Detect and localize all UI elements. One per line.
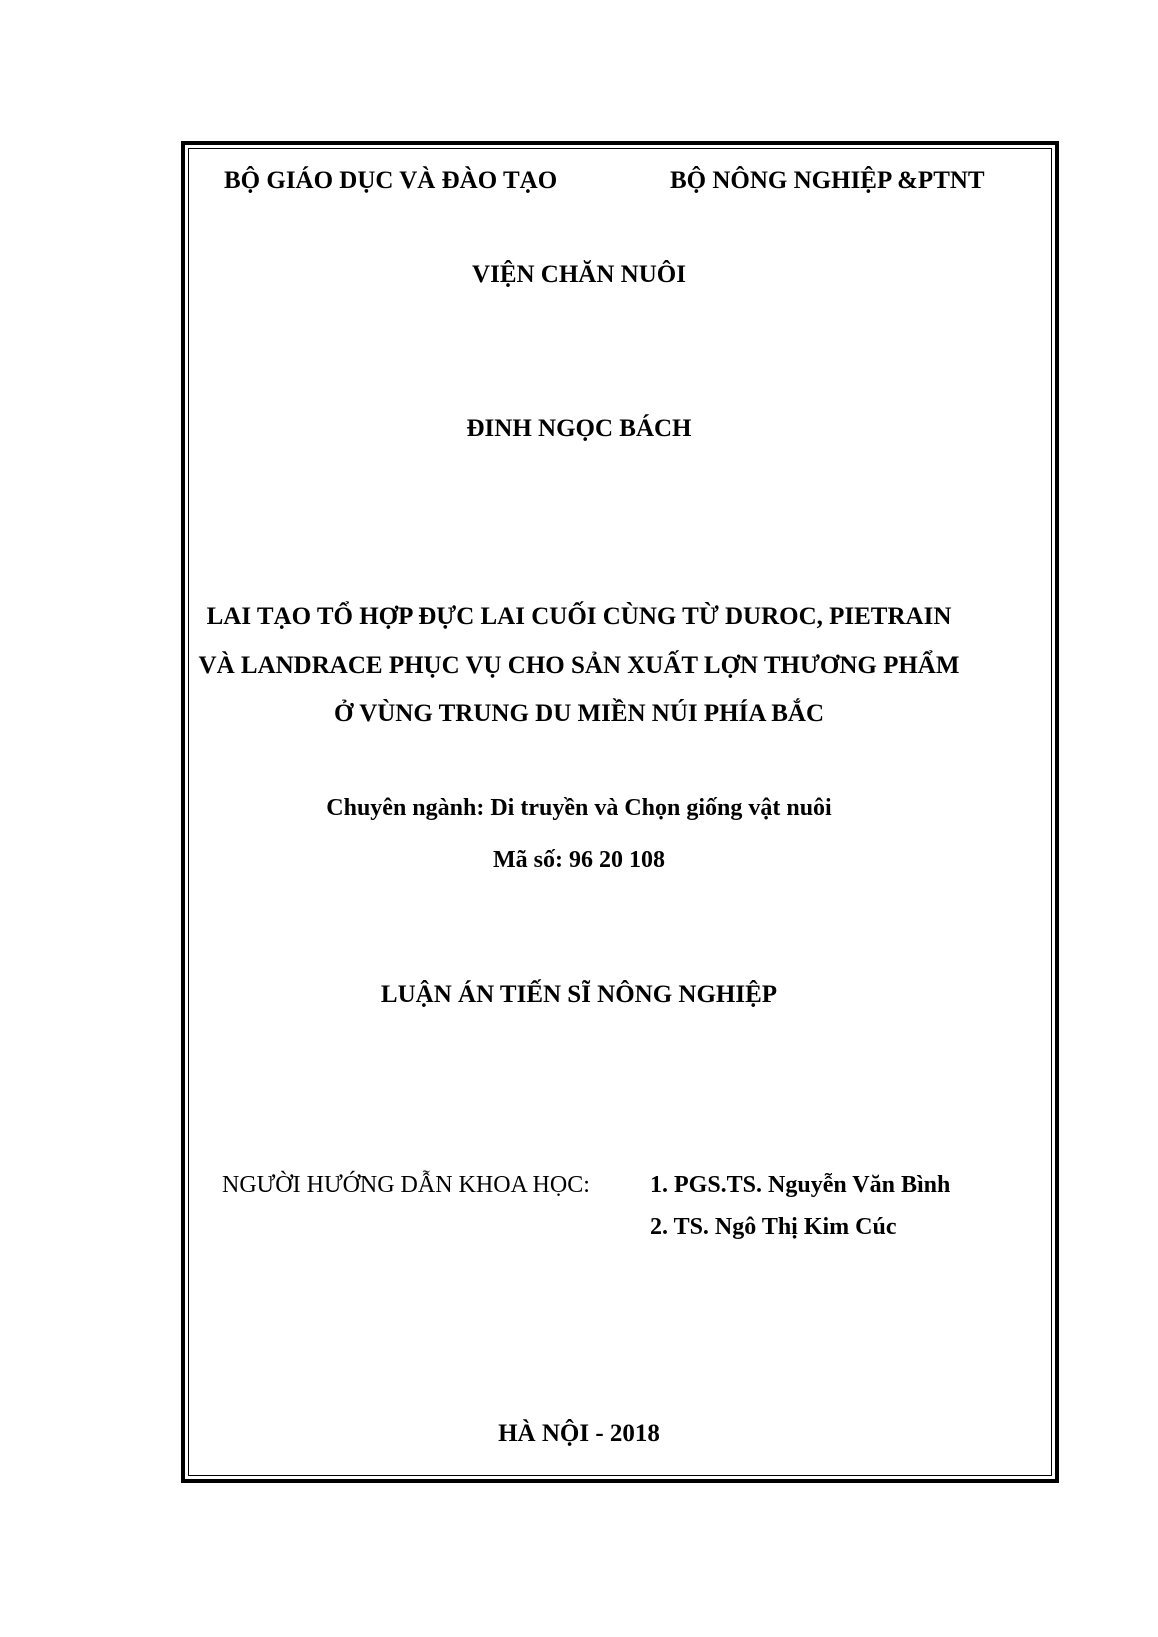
left-ministry: BỘ GIÁO DỤC VÀ ĐÀO TẠO — [224, 167, 558, 194]
thesis-title-line-1: LAI TẠO TỔ HỢP ĐỰC LAI CUỐI CÙNG TỪ DUROC, PIETRAIN — [206, 603, 952, 630]
thesis-title-line-2: VÀ LANDRACE PHỤC VỤ CHO SẢN XUẤT LỢN THƯƠNG PHẨM — [198, 652, 960, 679]
author-name: ĐINH NGỌC BÁCH — [466, 415, 692, 442]
specialization: Chuyên ngành: Di truyền và Chọn giống vật nuôi — [326, 795, 832, 821]
supervisor-2: 2. TS. Ngô Thị Kim Cúc — [650, 1214, 897, 1240]
degree-title: LUẬN ÁN TIẾN SĨ NÔNG NGHIỆP — [380, 981, 778, 1008]
right-ministry: BỘ NÔNG NGHIỆP &PTNT — [670, 167, 985, 194]
supervisor-1: 1. PGS.TS. Nguyễn Văn Bình — [650, 1172, 951, 1198]
thesis-title-line-3: Ở VÙNG TRUNG DU MIỀN NÚI PHÍA BẮC — [333, 700, 825, 727]
place-year: HÀ NỘI - 2018 — [498, 1420, 660, 1447]
supervisor-label: NGƯỜI HƯỚNG DẪN KHOA HỌC: — [222, 1172, 590, 1198]
institute-name: VIỆN CHĂN NUÔI — [472, 261, 686, 288]
specialization-code: Mã số: 96 20 108 — [493, 847, 665, 873]
